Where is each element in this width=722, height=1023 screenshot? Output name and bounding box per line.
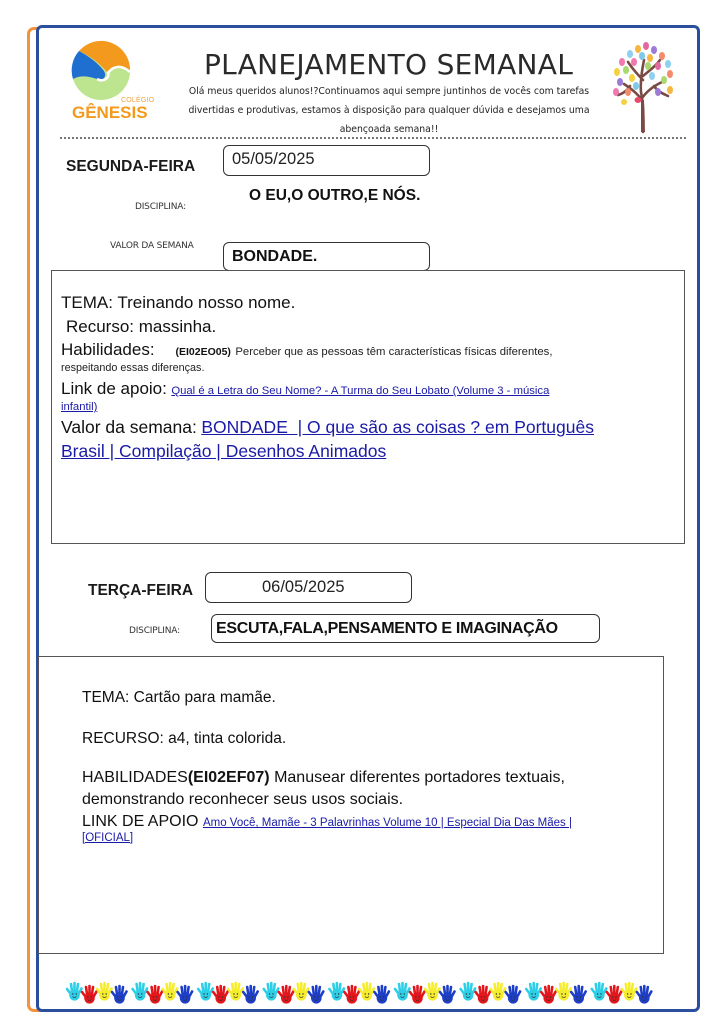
hand-icon bbox=[556, 983, 571, 1001]
plan-recurso: RECURSO: a4, tinta colorida. bbox=[82, 730, 287, 747]
hand-icon bbox=[264, 983, 279, 1001]
plan-link-row bbox=[82, 813, 572, 831]
date-value: 06/05/2025 bbox=[262, 578, 345, 596]
support-link[interactable]: Amo Você, Mamãe - 3 Palavrinhas Volume 10 | Especial Dia Das Mães | bbox=[202, 817, 572, 829]
valor-label: Valor da semana: bbox=[61, 417, 197, 437]
date-field-monday[interactable] bbox=[223, 145, 430, 176]
plan-recurso: Recurso: massinha. bbox=[66, 317, 217, 336]
hand-icon bbox=[133, 983, 148, 1001]
plan-habilidades bbox=[82, 769, 565, 787]
hand-icon bbox=[526, 983, 541, 1001]
hand-icon bbox=[112, 986, 127, 1004]
discipline-value: ESCUTA,FALA,PENSAMENTO E IMAGINAÇÃO bbox=[216, 620, 558, 637]
support-link-cont[interactable]: [OFICIAL] bbox=[82, 832, 134, 844]
hand-icon bbox=[198, 983, 213, 1001]
hand-icon bbox=[395, 983, 410, 1001]
discipline-label-monday: DISCIPLINA: bbox=[135, 202, 186, 212]
hand-icon bbox=[329, 983, 344, 1001]
hand-icon bbox=[410, 986, 425, 1004]
habilidades-text: Perceber que as pessoas têm características físicas diferentes, bbox=[235, 346, 553, 358]
hand-icon bbox=[67, 983, 82, 1001]
hand-icon bbox=[440, 986, 455, 1004]
hand-icon bbox=[97, 983, 112, 1001]
habilidades-code: (EI02EF07) bbox=[187, 769, 270, 786]
plan-tema: TEMA: Cartão para mamãe. bbox=[82, 689, 276, 706]
hand-icon bbox=[476, 986, 491, 1004]
greeting-line-3: abençoada semana!! bbox=[339, 124, 439, 135]
hand-icon bbox=[374, 986, 389, 1004]
habilidades-text: Manusear diferentes portadores textuais, bbox=[274, 769, 565, 786]
greeting-line-1: Olá meus queridos alunos!?Continuamos aqui sempre juntinhos de vocês com tarefas bbox=[188, 86, 590, 97]
value-label-monday: VALOR DA SEMANA bbox=[110, 241, 194, 251]
hand-icon bbox=[607, 986, 622, 1004]
plan-tema: TEMA: Treinando nosso nome. bbox=[61, 293, 296, 312]
hand-icon bbox=[148, 986, 163, 1004]
hand-icon bbox=[491, 983, 506, 1001]
habilidades-code: (EI02EO05) bbox=[175, 346, 231, 358]
hand-icon bbox=[359, 983, 374, 1001]
value-video-link[interactable]: BONDADE | O que são as coisas ? em Português bbox=[201, 417, 594, 437]
hand-icon bbox=[344, 986, 359, 1004]
discipline-field-tuesday[interactable] bbox=[211, 614, 600, 643]
habilidades-label: Habilidades: bbox=[61, 340, 155, 359]
hand-icon bbox=[622, 983, 637, 1001]
hand-icon bbox=[425, 983, 440, 1001]
greeting-line-2: divertidas e produtivas, estamos à disposição para qualquer dúvida e desejamos uma bbox=[188, 105, 590, 116]
logo-emblem-icon bbox=[66, 37, 155, 104]
hand-icon bbox=[637, 986, 652, 1004]
day-title-tuesday: TERÇA-FEIRA bbox=[88, 582, 194, 599]
hand-icon bbox=[213, 986, 228, 1004]
plan-value-row bbox=[61, 417, 594, 438]
hand-icon bbox=[571, 986, 586, 1004]
school-logo bbox=[66, 37, 155, 125]
hands-border bbox=[66, 981, 666, 1005]
link-label: Link de apoio: bbox=[61, 379, 167, 398]
value-video-link-cont[interactable]: Brasil | Compilação | Desenhos Animados bbox=[61, 441, 387, 461]
habilidades-label: HABILIDADES bbox=[82, 769, 188, 786]
hand-icon bbox=[228, 983, 243, 1001]
value-text: BONDADE. bbox=[232, 248, 318, 265]
date-field-tuesday[interactable] bbox=[205, 572, 412, 603]
day-title-monday: SEGUNDA-FEIRA bbox=[66, 158, 196, 175]
habilidades-text-cont: respeitando essas diferenças. bbox=[61, 362, 205, 374]
hand-icon bbox=[82, 986, 97, 1004]
link-label: LINK DE APOIO bbox=[82, 813, 199, 830]
habilidades-text-cont: demonstrando reconhecer seus usos sociais. bbox=[82, 791, 404, 808]
discipline-value-monday: O EU,O OUTRO,E NÓS. bbox=[249, 187, 421, 204]
plan-habilidades bbox=[61, 340, 552, 360]
hand-icon bbox=[294, 983, 309, 1001]
hand-icon bbox=[279, 986, 294, 1004]
date-value: 05/05/2025 bbox=[232, 150, 315, 168]
support-link[interactable]: Qual é a Letra do Seu Nome? - A Turma do Seu Lobato (Volume 3 - música bbox=[171, 385, 550, 397]
hand-icon bbox=[178, 986, 193, 1004]
support-link-cont[interactable]: infantil) bbox=[61, 401, 98, 413]
hand-icon bbox=[506, 986, 520, 1004]
hand-icon bbox=[309, 986, 324, 1004]
header-divider bbox=[60, 137, 686, 139]
logo-subtitle: COLÉGIO bbox=[121, 97, 155, 104]
hand-icon bbox=[541, 986, 556, 1004]
hand-icon bbox=[461, 983, 476, 1001]
plan-link-row bbox=[61, 379, 549, 399]
value-field-monday[interactable] bbox=[223, 242, 430, 271]
logo-name: GÊNESIS bbox=[72, 103, 148, 122]
hand-icon bbox=[163, 983, 178, 1001]
page-title: PLANEJAMENTO SEMANAL bbox=[204, 48, 574, 81]
discipline-label-tuesday: DISCIPLINA: bbox=[129, 626, 180, 636]
hand-icon bbox=[592, 983, 607, 1001]
hand-icon bbox=[243, 986, 258, 1004]
tree-icon bbox=[610, 40, 678, 135]
